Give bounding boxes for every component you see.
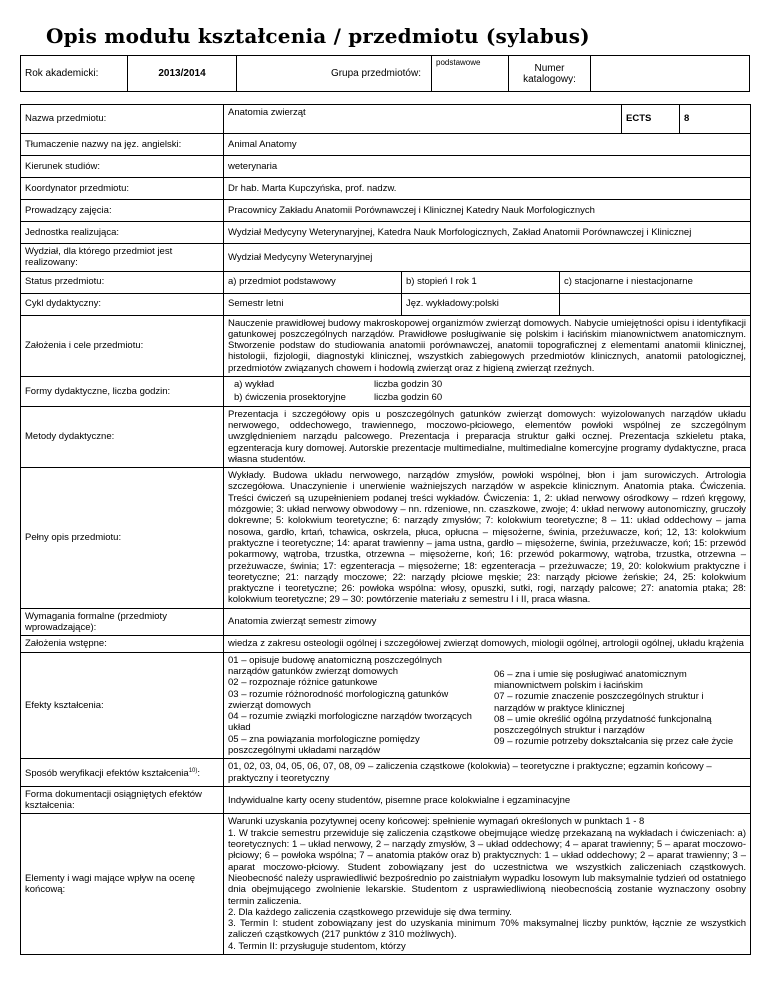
koordynator-label: Koordynator przedmiotu:	[21, 178, 224, 200]
numer-value	[591, 56, 750, 92]
elementy-line: 4. Termin II: przysługuje studentom, którzy	[228, 940, 406, 952]
grupa-value: podstawowe	[432, 56, 509, 92]
zalozenia-cele-label: Założenia i cele przedmiotu:	[21, 315, 224, 376]
efekt-item: 04 – rozumie związki morfologiczne narządów tworzących układ	[228, 711, 472, 734]
jednostka-label: Jednostka realizująca:	[21, 222, 224, 244]
nazwa-label: Nazwa przedmiotu:	[21, 105, 224, 134]
elementy-line: 1. W trakcie semestru przewiduje się zaliczenia cząstkowe obejmujące wiedzę przekazaną na wykładach i ćwiczeniach: a) teoretycznych: 1 – układ nerwowy, 2 – narządy zmysłów, 3 – układ oddechowy; 4 – aparat trawienny; 5 – aparat moczowo-płciowy; 6 – powłoka wspólna; 7 – anatomia ptaków oraz b) praktycznych: 1 – układ oddechowy; 2 – aparat trawienny; 3 – aparat moczowo-płciowy. Student zobowiązany jest do uczestnictwa we wszystkich zaliczeniach cząstkowych. Nieobecność należy usprawiedliwić bezpośrednio po zaistniałym wypadku losowym lub maksymalnie tydzień od ostatniego dnia obejmującego zwolnienie lekarskie. Studentom z usprawiedliwioną nieobecnością zostanie wyznaczony osobny termin zaliczenia.	[228, 827, 746, 907]
zalozenia-wst-label: Założenia wstępne:	[21, 636, 224, 652]
wymagania-label: Wymagania formalne (przedmioty wprowadzające):	[21, 608, 224, 636]
kierunek-label: Kierunek studiów:	[21, 156, 224, 178]
grupa-label: Grupa przedmiotów:	[237, 56, 432, 92]
sposob-label: Sposób weryfikacji efektów kształcenia$^{10)}$:	[21, 759, 224, 787]
efekty-label: Efekty kształcenia:	[21, 652, 224, 759]
efekt-item: 09 – rozumie potrzeby dokształcania się przez całe życie	[494, 736, 734, 748]
efekt-item: 07 – rozumie znaczenie poszczególnych struktur i narządów w praktyce klinicznej	[494, 691, 704, 714]
wymagania-value: Anatomia zwierząt semestr zimowy	[224, 608, 751, 636]
efekty-value	[224, 652, 751, 759]
elementy-line: 3. Termin I: student zobowiązany jest do uzyskania minimum 70% maksymalnej liczby punktów, łącznie ze wszystkich zaliczeń cząstkowych (217 punktów z 310 możliwych).	[228, 918, 746, 941]
syllabus-table	[20, 104, 751, 955]
cykl-b: Jęz. wykładowy:polski	[402, 293, 560, 315]
nazwa-value: Anatomia zwierząt	[224, 105, 622, 134]
pelny-label: Pełny opis przedmiotu:	[21, 468, 224, 609]
formy-value	[224, 377, 751, 407]
formy-b-hours: liczba godzin 60	[374, 392, 443, 404]
ects-value: 8	[680, 105, 751, 134]
page-title: Opis modułu kształcenia / przedmiotu (sylabus)	[46, 24, 590, 48]
status-label: Status przedmiotu:	[21, 271, 224, 293]
status-a: a) przedmiot podstawowy	[224, 271, 402, 293]
prowadzacy-label: Prowadzący zajęcia:	[21, 200, 224, 222]
elementy-label: Elementy i wagi mające wpływ na ocenę końcową:	[21, 814, 224, 955]
metody-label: Metody dydaktyczne:	[21, 406, 224, 467]
pelny-value: Wykłady. Budowa układu nerwowego, narządów zmysłów, powłoki wspólnej, błon i jam surowiczych. Artrologia szczegółowa. Unaczynienie i unerwienie ważniejszych narządów w aspekcie klinicznym. Anatomia ptaka. Ćwiczenia. Treści ćwiczeń są uzupełnieniem podanej treści wykładów. Ćwiczenia: 1, 2: układ nerwowy ośrodkowy – rdzeń kręgowy, mózgowie; 3: układ nerwowy obwodowy – nn. rdzeniowe, nn. czaszkowe, zwoje; 4: układ nerwowy autonomiczny, gruczoły dokrewne; 5: kolokwium teoretyczne; 6: narządy zmysłów; 7: kolokwium teoretyczne; 8 – 11: układ oddechowy – jama nosowa, gardło, krtań, tchawica, oskrzela, płuca, opłucna – mięsożerne, świnia, przeżuwacze, koń; 12, 13: kolokwium praktyczne i teoretyczne; 14: aparat trawienny – jama ustna, gardło – mięsożerne, świnia, przeżuwacze, koń; 15: przewód pokarmowy, wątroba, trzustka, otrzewna – mięsożerne, koń; 16: przewód pokarmowy, wątroba, trzustka, otrzewna – przeżuwacze, świnia; 17: egzenteracja – mięsożerne; 18: egzenteracja – przeżuwacze; 19, 20: kolokwium praktyczne i teoretyczne; 21: narządy moczowe; 22: narządy płciowe męskie; 23: narządy płciowe żeńskie; 24, 25: kolokwium praktyczne i teoretyczne; 26: powłoka wspólna: włosy, opuszki, sutki, rogi, narządy palcowe; 27: anatomia ptaka; 28: kolokwium teoretyczne; 29 – 30: powtórzenie materiału z semestru I i II, praca własna.	[224, 468, 751, 609]
elementy-value	[224, 814, 751, 955]
formy-label: Formy dydaktyczne, liczba godzin:	[21, 377, 224, 407]
header-table	[20, 55, 750, 92]
formy-a-hours: liczba godzin 30	[374, 379, 443, 391]
kierunek-value: weterynaria	[224, 156, 751, 178]
formy-a-name: a) wykład	[234, 379, 275, 391]
cykl-a: Semestr letni	[224, 293, 402, 315]
wydzial-label: Wydział, dla którego przedmiot jest realizowany:	[21, 244, 224, 272]
tlumaczenie-value: Animal Anatomy	[224, 134, 751, 156]
efekt-item: 03 – rozumie różnorodność morfologiczną gatunków zwierząt domowych	[228, 688, 449, 711]
rok-value: 2013/2014	[128, 56, 237, 92]
elementy-line: Warunki uzyskania pozytywnej oceny końcowej: spełnienie wymagań określonych w punktach 1 - 8	[228, 816, 645, 828]
efekt-item: 06 – zna i umie się posługiwać anatomicznym mianownictwem polskim i łacińskim	[494, 668, 687, 691]
metody-value: Prezentacja i szczegółowy opis u poszczególnych gatunków zwierząt domowych: wyizolowanych narządów układu nerwowego, oddechowego, trawiennego, moczowo-płciowego, elementów powłoki wspólnej ze szczególnym uwzględnieniem narządu palcowego. Prezentacja i preparacja struktur gałki ocznej. Prezentacja szkieletu ptaka, egzenteracja kury domowej. Autorskie prezentacje multimedialne, multimedialne komercyjne programy dydaktyczne, praca własna studentów.	[224, 406, 751, 467]
numer-label: Numer katalogowy:	[509, 56, 591, 92]
zalozenia-cele-value: Nauczenie prawidłowej budowy makroskopowej organizmów zwierząt domowych. Nabycie umiejętności opisu i identyfikacji gatunkowej poszczególnych narządów. Prawidłowe posługiwanie się polskim i łacińskim mianownictwem anatomicznym. Stworzenie podstaw do studiowania anatomii porównawczej, anatomii topograficznej z elementami anatomii klinicznej, histologii, fizjologii, diagnostyki klinicznej, wszystkich zabiegowych przedmiotów klinicznych, anatomii patologicznej, przedmiotów związanych chowem i hodowlą zwierząt oraz z higieną zwierząt rzeźnych.	[224, 315, 751, 376]
efekt-item: 01 – opisuje budowę anatomiczną poszczególnych narządów gatunków zwierząt domowych	[228, 654, 442, 677]
forma-dok-value: Indywidualne karty oceny studentów, pisemne prace kolokwialne i egzaminacyjne	[224, 786, 751, 814]
elementy-line: 2. Dla każdego zaliczenia cząstkowego przewiduje się dwa terminy.	[228, 906, 512, 918]
ects-label: ECTS	[622, 105, 680, 134]
efekt-item: 08 – umie określić ogólną przydatność funkcjonalną poszczególnych struktur i narządów	[494, 713, 712, 737]
forma-dok-label: Forma dokumentacji osiągniętych efektów kształcenia:	[21, 786, 224, 814]
efekt-item: 02 – rozpoznaje różnice gatunkowe	[228, 677, 378, 689]
efekt-item: 05 – zna powiązania morfologiczne pomiędzy poszczególnymi układami narządów	[228, 733, 420, 756]
status-c: c) stacjonarne i niestacjonarne	[560, 271, 751, 293]
rok-label: Rok akademicki:	[21, 56, 128, 92]
koordynator-value: Dr hab. Marta Kupczyńska, prof. nadzw.	[224, 178, 751, 200]
status-b: b) stopień I rok 1	[402, 271, 560, 293]
sposob-value: 01, 02, 03, 04, 05, 06, 07, 08, 09 – zaliczenia cząstkowe (kolokwia) – teoretyczne i praktyczne; egzamin końcowy – praktyczny i teoretyczny	[224, 759, 751, 787]
prowadzacy-value: Pracownicy Zakładu Anatomii Porównawczej i Klinicznej Katedry Nauk Morfologicznych	[224, 200, 751, 222]
cykl-label: Cykl dydaktyczny:	[21, 293, 224, 315]
jednostka-value: Wydział Medycyny Weterynaryjnej, Katedra Nauk Morfologicznych, Zakład Anatomii Porównawczej i Klinicznej	[224, 222, 751, 244]
formy-b-name: b) ćwiczenia prosektoryjne	[234, 392, 346, 404]
tlumaczenie-label: Tłumaczenie nazwy na jęz. angielski:	[21, 134, 224, 156]
wydzial-value: Wydział Medycyny Weterynaryjnej	[224, 244, 751, 272]
zalozenia-wst-value: wiedza z zakresu osteologii ogólnej i szczegółowej zwierząt domowych, miologii ogólnej, artrologii ogólnej, układu krążenia	[224, 636, 751, 652]
